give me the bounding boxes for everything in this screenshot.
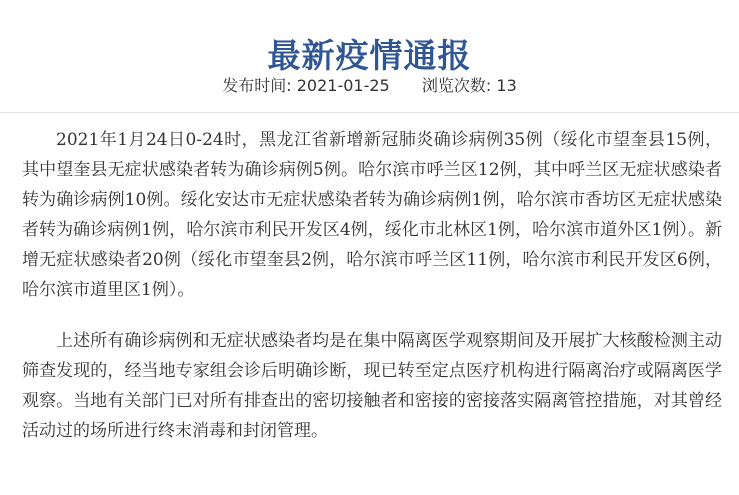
article-paragraph-2: 上述所有确诊病例和无症状感染者均是在集中隔离医学观察期间及开展扩大核酸检测主动筛查发现的，经当地专家组会诊后明确诊断，现已转至定点医疗机构进行隔离治疗或隔离医学观察。当地有关部门已对所有排查出的密切接触者和密接的密接落实隔离管控措施，对其曾经活动过的场所进行终末消毒和封闭管理。 (22, 331, 722, 441)
view-count: 13 (496, 76, 517, 95)
publish-time-label: 发布时间: (222, 76, 292, 95)
article-paragraph-1: 2021年1月24日0-24时，黑龙江省新增新冠肺炎确诊病例35例（绥化市望奎县15例，其中望奎县无症状感染者转为确诊病例5例。哈尔滨市呼兰区12例，其中呼兰区无症状感染者转为确诊病例10例。绥化安达市无症状感染者转为确诊病例1例，哈尔滨市香坊区无症状感染者转为确诊病例1例，哈尔滨市利民开发区4例，绥化市北林区1例，哈尔滨市道外区1例）。新增无症状感染者20例（绥化市望奎县2例，哈尔滨市呼兰区11例，哈尔滨市利民开发区6例，哈尔滨市道里区1例）。 (22, 130, 722, 300)
publish-date: 2021-01-25 (296, 76, 390, 95)
view-count-label: 浏览次数: (421, 76, 492, 95)
header-divider (0, 112, 739, 113)
article-meta (0, 75, 739, 97)
page-title: 最新疫情通报 (267, 36, 472, 76)
article-body (22, 125, 722, 446)
